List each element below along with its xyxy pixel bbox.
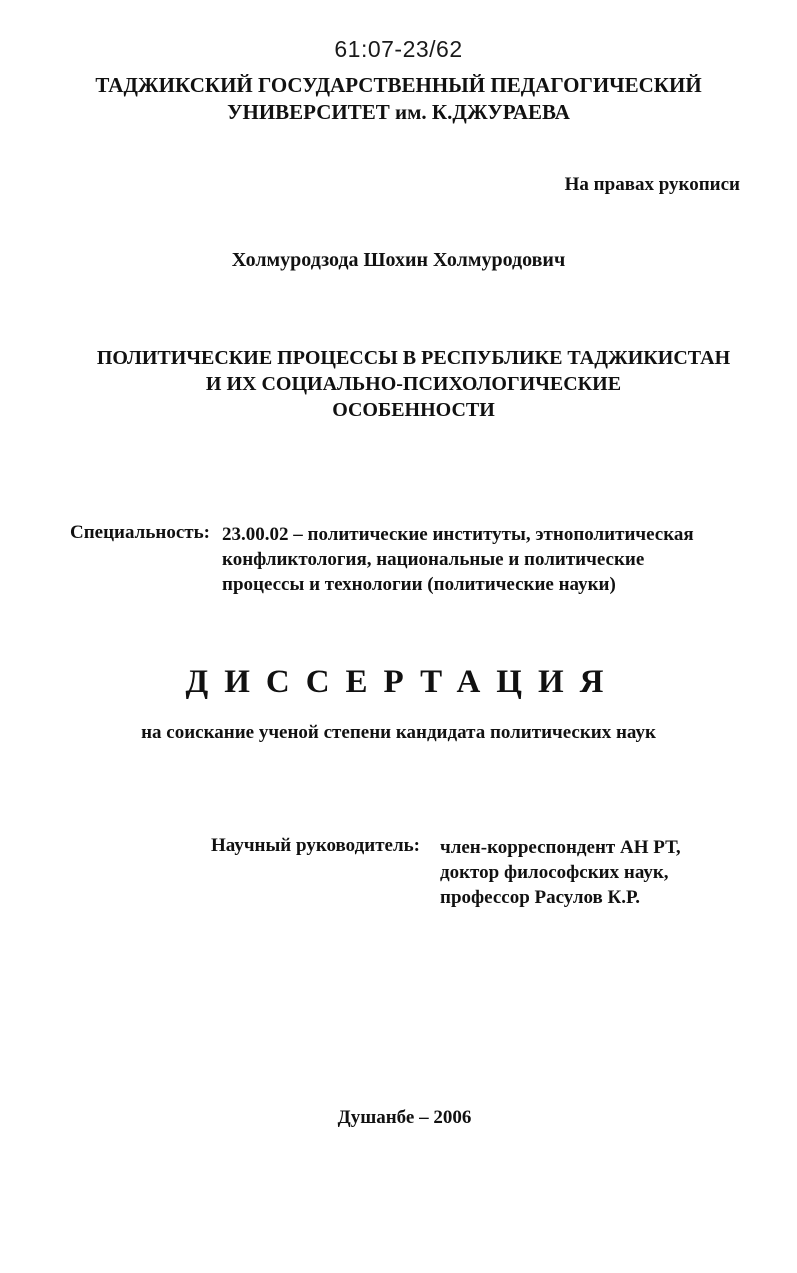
- degree-statement: на соискание ученой степени кандидата политических наук: [141, 722, 656, 743]
- supervisor-line-2: доктор философских наук,: [440, 862, 669, 883]
- thesis-title-line-3: ОСОБЕННОСТИ: [332, 399, 495, 421]
- specialty-line-1: 23.00.02 – политические институты, этнополитическая: [222, 524, 694, 545]
- supervisor-details: [440, 835, 681, 910]
- specialty-description: [222, 522, 694, 597]
- thesis-title: [15, 345, 797, 423]
- university-name-line-1: ТАДЖИКСКИЙ ГОСУДАРСТВЕННЫЙ ПЕДАГОГИЧЕСКИЙ: [95, 73, 702, 97]
- supervisor-line-1: член-корреспондент АН РТ,: [440, 837, 681, 858]
- supervisor-label: Научный руководитель:: [211, 835, 420, 856]
- supervisor-line-3: профессор Расулов К.Р.: [440, 887, 641, 908]
- thesis-title-line-2: И ИХ СОЦИАЛЬНО-ПСИХОЛОГИЧЕСКИЕ: [205, 373, 622, 395]
- manuscript-rights-note: На правах рукописи: [564, 174, 740, 195]
- specialty-label: Специальность:: [70, 522, 210, 543]
- specialty-line-3: процессы и технологии (политические науки): [222, 574, 616, 595]
- specialty-line-2: конфликтология, национальные и политические: [222, 549, 645, 570]
- university-name: [0, 72, 797, 126]
- city-year: Душанбе – 2006: [337, 1107, 472, 1128]
- document-type-heading: ДИССЕРТАЦИЯ: [185, 664, 620, 700]
- catalog-number: 61:07-23/62: [334, 36, 463, 62]
- thesis-title-line-1: ПОЛИТИЧЕСКИЕ ПРОЦЕССЫ В РЕСПУБЛИКЕ ТАДЖИКИСТАН: [96, 347, 731, 369]
- university-name-line-2: УНИВЕРСИТЕТ им. К.ДЖУРАЕВА: [227, 100, 570, 124]
- author-name: Холмуродзода Шохин Холмуродович: [231, 249, 566, 271]
